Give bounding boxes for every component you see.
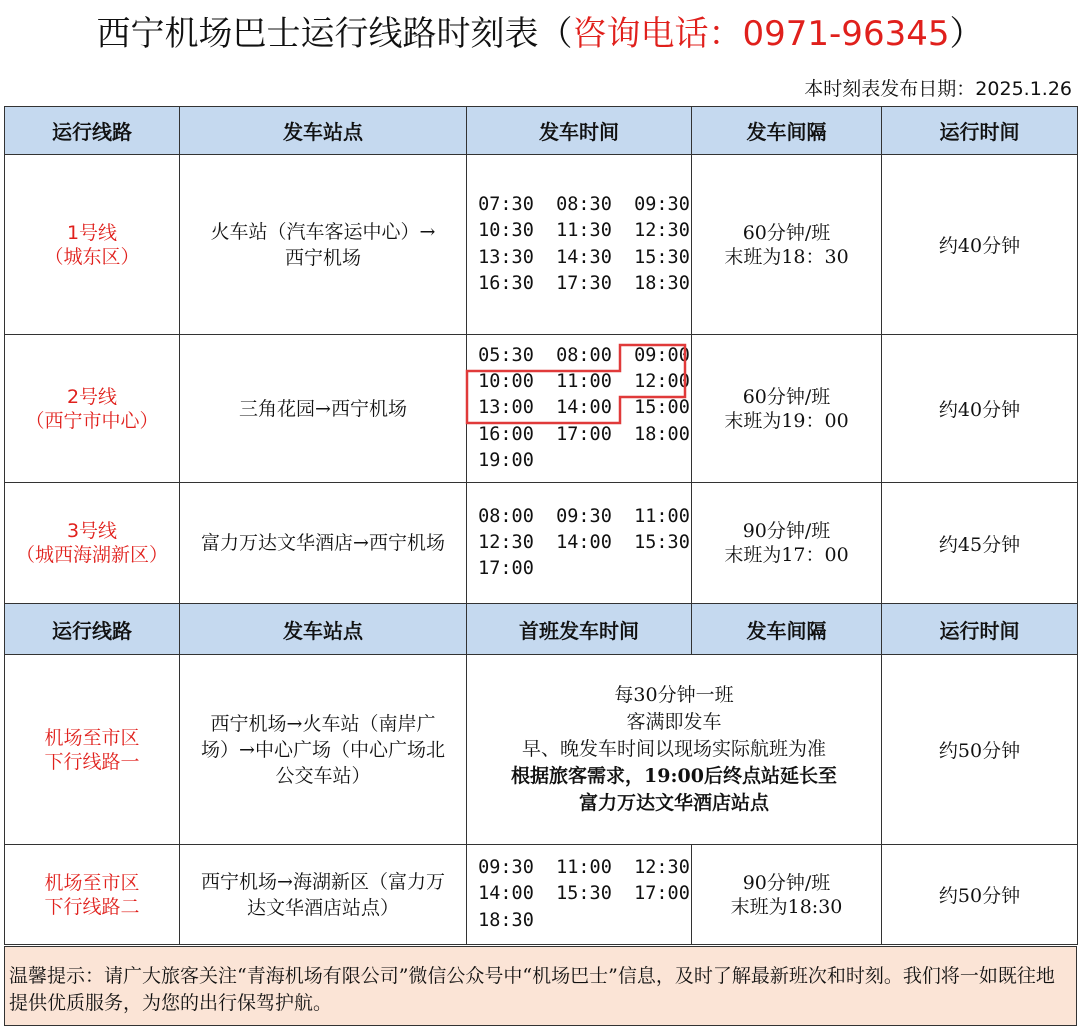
- route-name: 1号线 （城东区）: [5, 155, 180, 335]
- run-duration: 约40分钟: [882, 155, 1078, 335]
- run-duration: 约45分钟: [882, 483, 1078, 604]
- departure-time: 18:30: [634, 272, 690, 294]
- table-row: [5, 845, 1078, 945]
- departure-time: 16:00: [478, 423, 534, 445]
- departure-time: 17:00: [556, 423, 612, 445]
- departure-time: 17:30: [556, 272, 612, 294]
- title-close: ）: [949, 14, 984, 54]
- departure-time: 13:30: [478, 246, 534, 268]
- run-duration: 约50分钟: [882, 655, 1078, 845]
- departure-time: 17:00: [478, 558, 534, 580]
- departure-time: 11:00: [556, 371, 612, 393]
- run-duration: 约50分钟: [882, 845, 1078, 945]
- times-grid: [467, 855, 691, 934]
- departure-times: [467, 155, 692, 335]
- header-first-time: 首班发车时间: [467, 604, 692, 655]
- departure-time: 07:30: [478, 193, 534, 215]
- departure-time: 12:00: [634, 371, 690, 393]
- departure-station: 富力万达文华酒店→西宁机场: [180, 483, 467, 604]
- departure-time: 15:30: [634, 246, 690, 268]
- hotline-label: 咨询电话：: [572, 14, 743, 54]
- departure-time: 11:00: [634, 505, 690, 527]
- times-grid: [467, 192, 691, 297]
- interval: 60分钟/班 末班为19：00: [692, 335, 882, 483]
- departure-station: 三角花园→西宁机场: [180, 335, 467, 483]
- departure-time: 15:30: [556, 883, 612, 905]
- table-row: [5, 483, 1078, 604]
- route-name: 机场至市区 下行线路二: [5, 845, 180, 945]
- service-notice: 每30分钟一班 客满即发车 早、晚发车时间以现场实际航班为准 根据旅客需求，19:00后终点站延长至 富力万达文华酒店站点: [467, 655, 882, 845]
- departure-time: 18:30: [478, 909, 534, 931]
- departure-time: 12:30: [634, 857, 690, 879]
- departure-time: 13:00: [478, 397, 534, 419]
- departure-time: 18:00: [634, 423, 690, 445]
- departure-time: 09:30: [478, 857, 534, 879]
- departure-time: 09:30: [556, 505, 612, 527]
- page-title: [0, 0, 1080, 66]
- header-station: 发车站点: [180, 107, 467, 155]
- departure-time: 08:00: [478, 505, 534, 527]
- run-duration: 约40分钟: [882, 335, 1078, 483]
- table-row: [5, 335, 1078, 483]
- departure-time: 11:30: [556, 220, 612, 242]
- interval: 60分钟/班 末班为18：30: [692, 155, 882, 335]
- departure-station: 西宁机场→火车站（南岸广 场）→中心广场（中心广场北 公交车站）: [180, 655, 467, 845]
- departure-time: 15:00: [634, 397, 690, 419]
- departure-station: 火车站（汽车客运中心）→ 西宁机场: [180, 155, 467, 335]
- times-wrap: [467, 343, 691, 474]
- table-header-row: [5, 604, 1078, 655]
- departure-time: 11:00: [556, 857, 612, 879]
- publish-date: 本时刻表发布日期：2025.1.26: [804, 78, 1072, 100]
- header-time: 发车时间: [467, 107, 692, 155]
- title-text: 西宁机场巴士运行线路时刻表（: [96, 14, 573, 54]
- table-header-row: [5, 107, 1078, 155]
- departure-time: 17:00: [634, 883, 690, 905]
- departure-time: 12:30: [634, 220, 690, 242]
- table-row: [5, 155, 1078, 335]
- departure-time: 16:30: [478, 272, 534, 294]
- departure-time: 15:30: [634, 531, 690, 553]
- departure-time: 19:00: [478, 449, 534, 471]
- hotline-number: 0971-96345: [742, 14, 950, 54]
- departure-time: 12:30: [478, 531, 534, 553]
- departure-time: 14:30: [556, 246, 612, 268]
- departure-times: [467, 335, 692, 483]
- schedule-table: [4, 106, 1078, 945]
- route-name: 机场至市区 下行线路一: [5, 655, 180, 845]
- times-grid: [467, 504, 691, 583]
- departure-time: 09:00: [634, 344, 690, 366]
- route-name: 3号线 （城西海湖新区）: [5, 483, 180, 604]
- interval: 90分钟/班 末班为18:30: [692, 845, 882, 945]
- departure-time: 10:30: [478, 220, 534, 242]
- table-row: [5, 655, 1078, 845]
- footer-notice: 温馨提示：请广大旅客关注“青海机场有限公司”微信公众号中“机场巴士”信息，及时了解最新班次和时刻。我们将一如既往地提供优质服务，为您的出行保驾护航。: [4, 946, 1077, 1026]
- departure-time: 14:00: [556, 531, 612, 553]
- route-name: 2号线 （西宁市中心）: [5, 335, 180, 483]
- header-duration: 运行时间: [882, 107, 1078, 155]
- departure-time: 08:30: [556, 193, 612, 215]
- header-route: 运行线路: [5, 107, 180, 155]
- departure-time: 08:00: [556, 344, 612, 366]
- departure-times: [467, 845, 692, 945]
- times-grid: [467, 343, 691, 474]
- interval: 90分钟/班 末班为17：00: [692, 483, 882, 604]
- header-station: 发车站点: [180, 604, 467, 655]
- departure-time: 09:30: [634, 193, 690, 215]
- departure-time: 10:00: [478, 371, 534, 393]
- header-interval: 发车间隔: [692, 107, 882, 155]
- header-interval: 发车间隔: [692, 604, 882, 655]
- header-route: 运行线路: [5, 604, 180, 655]
- header-duration: 运行时间: [882, 604, 1078, 655]
- departure-times: [467, 483, 692, 604]
- departure-time: 05:30: [478, 344, 534, 366]
- departure-time: 14:00: [556, 397, 612, 419]
- departure-station: 西宁机场→海湖新区（富力万 达文华酒店站点）: [180, 845, 467, 945]
- departure-time: 14:00: [478, 883, 534, 905]
